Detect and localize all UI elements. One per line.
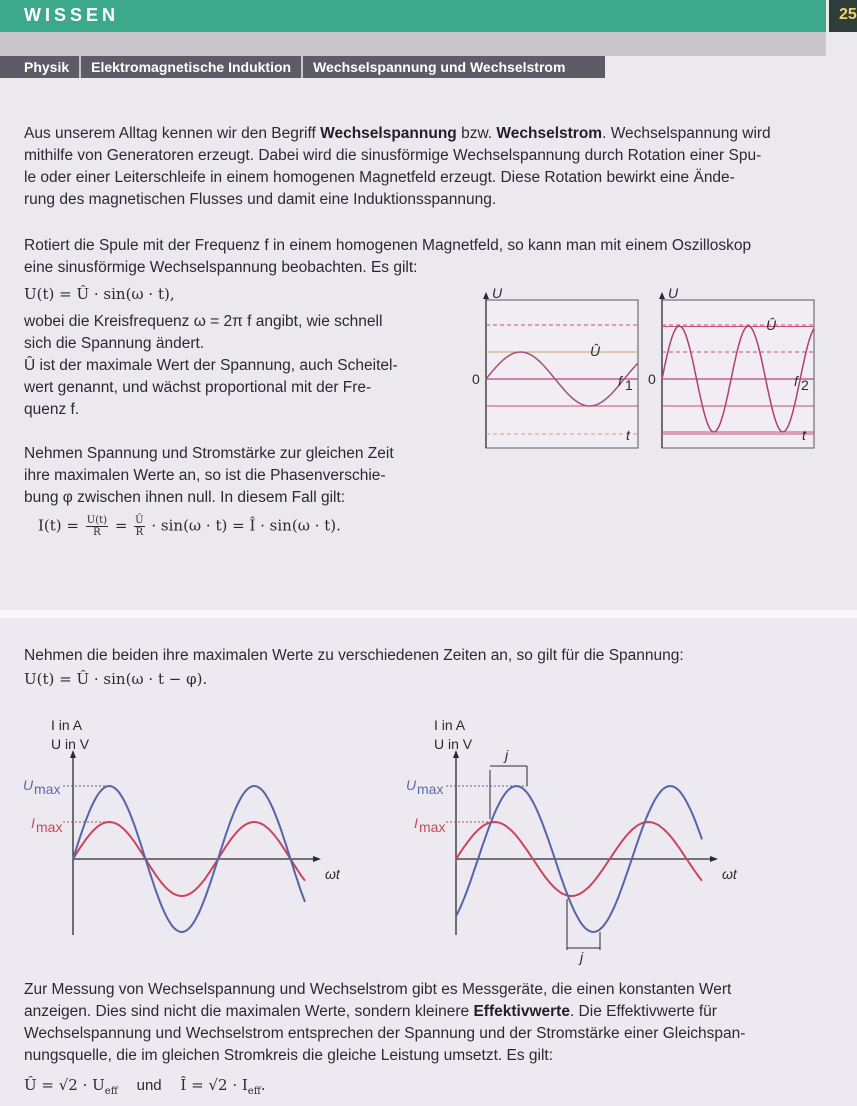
page-number: 25 [839,6,857,23]
oscilloscope-screen [662,300,814,448]
fraction-u-over-r [86,515,108,538]
intro-line-4: rung des magnetischen Flusses und damit eine Induktionsspannung. [24,191,497,208]
intro-line-2: mithilfe von Generatoren erzeugt. Dabei wird die sinusförmige Wechselspannung durch Rotation einer Spu- [24,147,762,164]
frequency-label: f [618,373,622,389]
term-effektivwerte: Effektivwerte [473,1003,570,1020]
phase-shift-paragraph: Nehmen die beiden ihre maximalen Werte zu verschiedenen Zeiten an, so gilt für die Spannung: [24,647,684,664]
umax-subscript: max [417,781,444,797]
x-axis-arrow-icon [710,856,718,862]
axis-y-label: U [492,285,503,301]
phase-shift-formula: U(t) = Û · sin(ω · t − φ). [24,670,208,688]
omega-line-2: sich die Spannung ändert. [24,335,205,352]
effective-formula [24,1076,266,1097]
frequency-label: f [794,373,798,389]
phase-plots-figure [0,700,840,970]
effective-line-1: Zur Messung von Wechselspannung und Wechselstrom gibt es Messgeräte, die einen konstanten Wert [24,981,732,998]
fraction-uhat-over-r [134,515,144,538]
header-sub-band [0,32,826,56]
effective-paragraph [24,979,824,1067]
term-wechselstrom: Wechselstrom [496,125,603,142]
omega-line-3: Û ist der maximale Wert der Spannung, auch Scheitel- [24,357,398,374]
intro-text-d: . Wechselspannung wird [602,125,771,142]
rotation-paragraph [24,235,824,279]
rotation-line-2: eine sinusförmige Wechselspannung beobachten. Es gilt: [24,259,418,276]
y-axis-label-voltage: U in V [434,736,473,752]
breadcrumb-item-physik: Physik [0,56,81,78]
frequency-subscript: 1 [625,377,633,393]
formula-period: . [260,1076,266,1094]
fraction-numerator: Û [135,515,144,526]
omega-line-1: wobei die Kreisfrequenz ω = 2π f angibt, wie schnell [24,313,383,330]
umax-label: U [23,777,34,793]
x-axis-label: ωt [722,866,737,882]
intro-line-3: le oder einer Leiterschleife in einem homogenen Magnetfeld erzeugt. Diese Rotation bewirkt eine Ände- [24,169,735,186]
breadcrumb [0,56,605,78]
oscilloscope-figure [468,285,838,452]
y-axis-label-current: I in A [51,717,83,733]
phase-plot-right [406,717,738,965]
current-formula [38,515,341,538]
phase-zero-line-1: Nehmen Spannung und Stromstärke zur gleichen Zeit [24,445,394,462]
oscilloscope-right [648,285,814,448]
section-header-bar [0,0,826,32]
omega-paragraph [24,311,444,421]
imax-label: I [414,815,418,831]
imax-subscript: max [419,819,446,835]
y-axis-label-voltage: U in V [51,736,90,752]
zero-label: 0 [648,371,656,387]
frequency-subscript: 2 [801,377,809,393]
oscilloscope-left [472,285,638,448]
phase-label-top: j [505,747,509,763]
x-axis-label: ωt [325,866,340,882]
fraction-denominator: R [135,527,144,538]
fraction-denominator: R [93,527,101,538]
intro-paragraph [24,123,824,211]
breadcrumb-item-induktion: Elektromagnetische Induktion [81,56,303,78]
current-formula-lhs: I(t) = [38,516,79,535]
equals-sign: = [114,516,128,535]
phase-zero-line-2: ihre maximalen Werte an, so ist die Phasenverschie- [24,467,386,484]
effective-line-3: Wechselspannung und Wechselstrom entsprechen der Spannung und der Stromstärke einer Gleichspan- [24,1025,746,1042]
section-title: WISSEN [24,5,120,25]
imax-label: I [31,815,35,831]
imax-subscript: max [36,819,63,835]
effective-text-c: . Die Effektivwerte für [569,1003,717,1020]
intro-line-1 [24,123,824,145]
breadcrumb-item-wechselspannung: Wechselspannung und Wechselstrom [313,59,566,75]
y-axis-label-current: I in A [434,717,466,733]
umax-label: U [406,777,417,793]
axis-x-label: t [626,427,630,443]
term-wechselspannung: Wechselspannung [320,125,457,142]
phase-plot-left [23,717,341,935]
intro-text-a: Aus unserem Alltag kennen wir den Begriff [24,125,321,142]
effective-line-2 [24,1001,824,1023]
rotation-line-1: Rotiert die Spule mit der Frequenz f in einem homogenen Magnetfeld, so kann man mit einem Oszilloskop [24,237,752,254]
intro-text-c: bzw. [456,125,497,142]
effective-current-formula: Î = √2 · I [180,1076,248,1094]
x-axis-arrow-icon [313,856,321,862]
zero-label: 0 [472,371,480,387]
effective-line-4: nungsquelle, die im gleichen Stromkreis die gleiche Leistung umsetzt. Es gilt: [24,1047,553,1064]
current-formula-rhs: · sin(ω · t) = Î · sin(ω · t). [151,516,341,535]
voltage-formula: U(t) = Û · sin(ω · t), [24,285,175,303]
amplitude-label: Û [590,343,601,359]
phase-zero-line-3: bung φ zwischen ihnen null. In diesem Fall gilt: [24,489,346,506]
oscilloscope-screen [486,300,638,448]
effective-voltage-subscript: eff [104,1086,118,1097]
y-axis-arrow-icon [483,292,489,299]
umax-subscript: max [34,781,61,797]
effective-current-subscript: eff [247,1086,261,1097]
omega-line-4: wert genannt, und wächst proportional mit der Fre- [24,379,372,396]
effective-voltage-formula: Û = √2 · U [24,1076,105,1094]
amplitude-label: Û [766,317,777,333]
formula-connector: und [136,1077,162,1094]
effective-text-a: anzeigen. Dies sind nicht die maximalen Werte, sondern kleinere [24,1003,474,1020]
phase-zero-paragraph [24,443,454,509]
omega-line-5: quenz f. [24,401,80,418]
fraction-numerator: U(t) [86,515,108,526]
y-axis-arrow-icon [659,292,665,299]
axis-y-label: U [668,285,679,301]
phase-label-bottom: j [580,949,584,965]
axis-x-label: t [802,427,806,443]
